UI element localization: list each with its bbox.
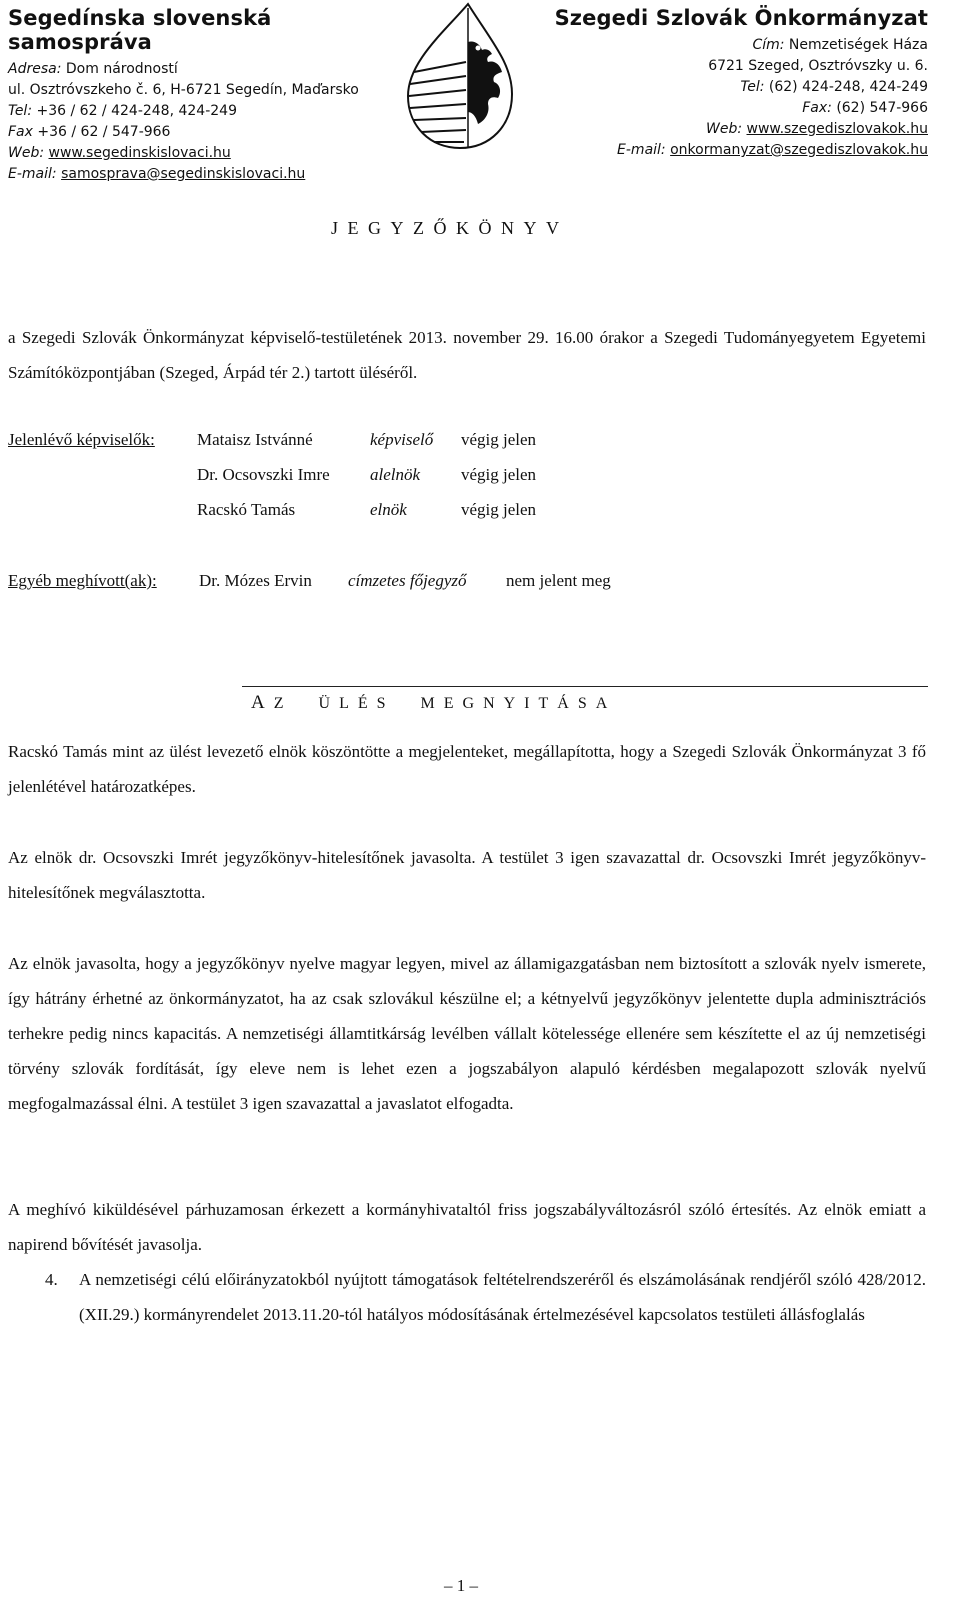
tel-label: Tel: — [8, 103, 33, 119]
org-name-slovak: Segedínska slovenská samospráva — [8, 6, 272, 54]
section-divider — [242, 686, 928, 687]
web-link[interactable]: www.segedinskislovaci.hu — [48, 145, 231, 161]
section-title — [251, 692, 616, 714]
email-label: E-mail: — [8, 166, 57, 182]
fax-label: Fax: — [802, 100, 832, 116]
leaf-stripes — [409, 62, 466, 142]
invited-status: nem jelent meg — [506, 571, 611, 590]
list-item-number: 4. — [45, 1270, 58, 1289]
attendee-status: végig jelen — [461, 500, 537, 519]
attendee-name: Racskó Tamás — [197, 500, 296, 519]
address-line-2: ul. Osztróvszkeho č. 6, H-6721 Segedín, Maďarsko — [8, 82, 359, 98]
fax-value: (62) 547-966 — [836, 100, 928, 116]
paragraph: A meghívó kiküldésével párhuzamosan érkezett a kormányhivataltól friss jogszabályváltozásról szóló értesítés. Az elnök emiatt a napirend bővítését javasolja. — [8, 1200, 926, 1254]
web-label: Web: — [8, 145, 45, 161]
email-label: E-mail: — [617, 142, 666, 158]
tel-label: Tel: — [740, 79, 765, 95]
email-link[interactable]: samosprava@segedinskislovaci.hu — [61, 166, 306, 182]
invited-role: címzetes főjegyző — [348, 571, 467, 590]
header-right — [528, 6, 928, 161]
address-label: Adresa: — [8, 61, 62, 77]
eagle-icon — [468, 41, 502, 124]
web-link[interactable]: www.szegediszlovakok.hu — [746, 121, 928, 137]
attendee-status: végig jelen — [461, 465, 537, 484]
attendee-name: Mataisz Istvánné — [197, 430, 313, 449]
paragraph: Racskó Tamás mint az ülést levezető elnök köszöntötte a megjelenteket, megállapította, hogy a Szegedi Szlovák Önkormányzat 3 fő jelenlétével határozatképes. — [8, 742, 926, 796]
leaf-crest-logo — [394, 2, 514, 150]
paragraph: Az elnök dr. Ocsovszki Imrét jegyzőkönyv-hitelesítőnek javasolta. A testület 3 igen szavazattal dr. Ocsovszki Imrét jegyzőkönyv-hitelesítőnek megválasztotta. — [8, 848, 926, 902]
tel-value: (62) 424-248, 424-249 — [768, 79, 928, 95]
fax-label: Fax — [8, 124, 33, 140]
web-label: Web: — [705, 121, 743, 137]
page-number: – 1 – — [444, 1576, 478, 1595]
org-name-hungarian: Szegedi Szlovák Önkormányzat — [554, 6, 928, 30]
address-line-1: Nemzetiségek Háza — [788, 37, 928, 53]
address-line-1: Dom národností — [65, 61, 178, 77]
attendee-name: Dr. Ocsovszki Imre — [197, 465, 330, 484]
attendee-status: végig jelen — [461, 430, 537, 449]
fax-value: +36 / 62 / 547-966 — [37, 124, 171, 140]
attendee-role: elnök — [370, 500, 407, 519]
attendee-role: alelnök — [370, 465, 421, 484]
section-title-initial: A — [251, 692, 274, 713]
paragraph: Az elnök javasolta, hogy a jegyzőkönyv nyelve magyar legyen, mivel az államigazgatásban nem biztosított a szlovák nyelv ismerete, így hátrány érhetné az önkormányzatot, ha az csak szlovákul készülne el; a kétnyelvű jegyzőkönyv jelentette dupla adminisztrációs terhekre pedig nincs kapacitás. A nemzetiségi államtitkárság levélben vállalt kötelessége ellenére sem készítette el az új nemzetiségi törvény szlovák fordítását, így eleve nem is lehet ezen a jogszabályon alapuló kérdésben megalapozott szlovák nyelvű megfogalmazással élni. A testület 3 igen szavazattal a javaslatot elfogadta. — [8, 954, 926, 1113]
invited-name: Dr. Mózes Ervin — [199, 571, 312, 590]
address-label: Cím: — [752, 37, 785, 53]
tel-value: +36 / 62 / 424-248, 424-249 — [36, 103, 237, 119]
address-line-2: 6721 Szeged, Osztróvszky u. 6. — [708, 58, 928, 74]
header-left — [8, 6, 408, 185]
section-title-rest: Z ÜLÉS MEGNYITÁSA — [273, 695, 617, 712]
email-link[interactable]: onkormanyzat@szegediszlovakok.hu — [670, 142, 928, 158]
list-item-text: A nemzetiségi célú előirányzatokból nyújtott támogatások feltételrendszeréről és elszámolásának rendjéről szóló 428/2012. (XII.29.) kormányrendelet 2013.11.20-tól hatályos módosításának értelmezésével kapcsolatos testületi állásfoglalás — [79, 1270, 926, 1324]
intro-paragraph: a Szegedi Szlovák Önkormányzat képviselő-testületének 2013. november 29. 16.00 órakor a Szegedi Tudományegyetem Egyetemi Számítóközpontjában (Szeged, Árpád tér 2.) tartott üléséről. — [8, 328, 926, 382]
document-title: JEGYZŐKÖNYV — [331, 218, 569, 238]
attendee-role: képviselő — [370, 430, 434, 449]
invited-label: Egyéb meghívott(ak): — [8, 571, 157, 590]
attendance-label: Jelenlévő képviselők: — [8, 430, 155, 449]
